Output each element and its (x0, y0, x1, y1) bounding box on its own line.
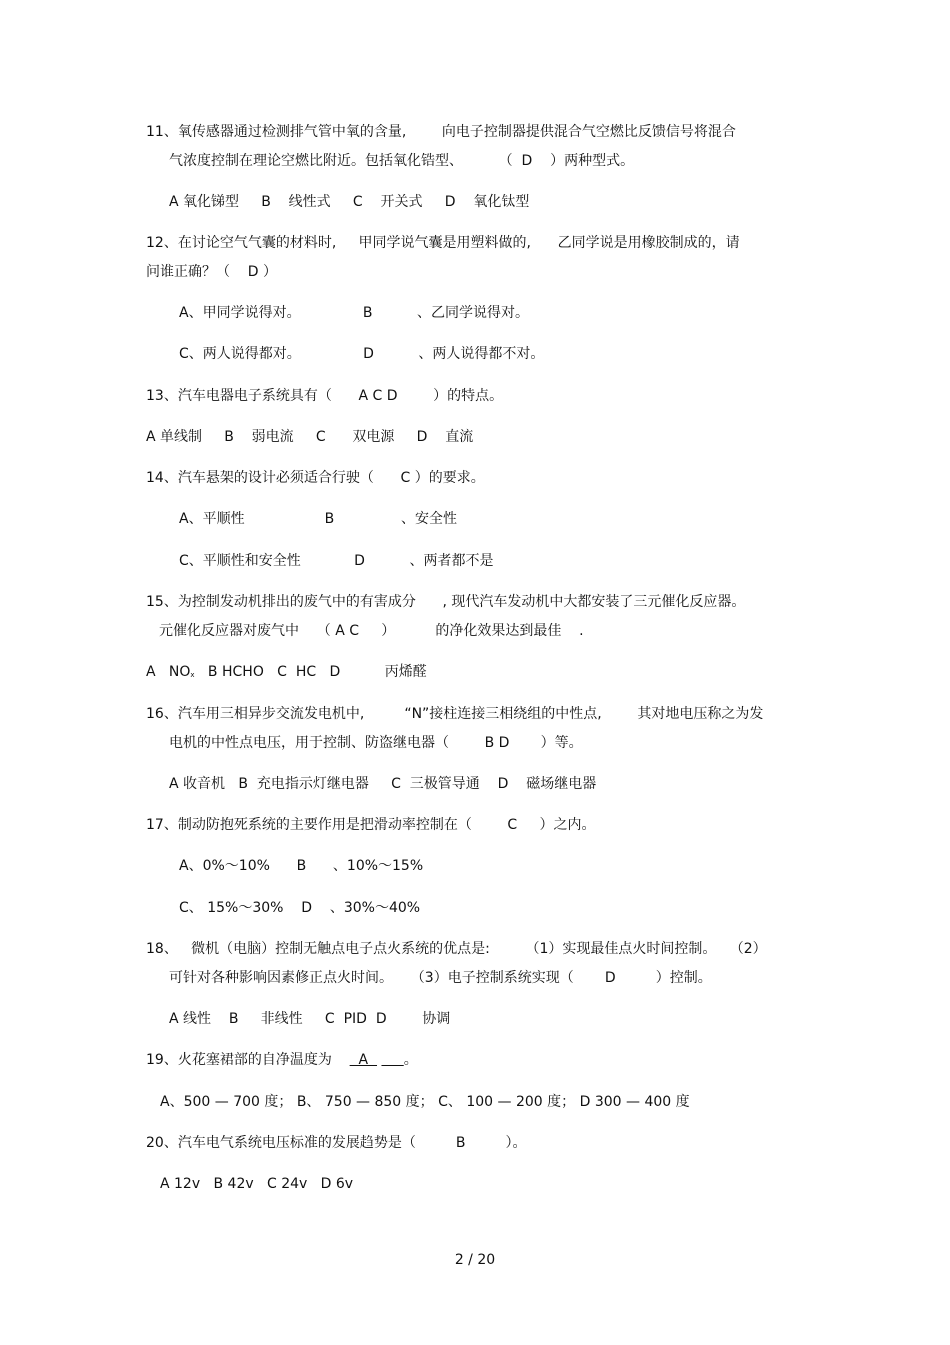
q19-text (146, 1050, 418, 1070)
q12-option-a-b: A、甲同学说得对。 B 、乙同学说得对。 (179, 305, 529, 321)
q19-options: A、500 — 700 度； B、 750 — 850 度； C、 100 — 200 度； D 300 — 400 度 (160, 1094, 690, 1110)
q17-text: 17、制动防抱死系统的主要作用是把滑动率控制在（ C ）之内。 (146, 817, 596, 833)
q20-options: A 12v B 42v C 24v D 6v (160, 1176, 354, 1192)
q11-text-line1: 11、氧传感器通过检测排气管中氧的含量, 向电子控制器提供混合气空燃比反馈信号将混合 (146, 124, 736, 140)
q14-option-a-b: A、平顺性 B 、安全性 (179, 511, 458, 527)
q13-options: A 单线制 B 弱电流 C 双电源 D 直流 (146, 429, 474, 445)
q19-suffix: 。 (403, 1052, 418, 1068)
page-number: 2 / 20 (454, 1252, 496, 1268)
q15-option-subscript: x (190, 671, 195, 679)
q15-text-line2: 元催化反应器对废气中 （ A C ） 的净化效果达到最佳 . (159, 623, 584, 639)
q18-options: A 线性 B 非线性 C PID D 协调 (169, 1011, 451, 1027)
q15-text-line1: 15、为控制发动机排出的废气中的有害成分 , 现代汽车发动机中大都安装了三元催化反应器。 (146, 594, 746, 610)
q18-text-line1: 18、 微机（电脑）控制无触点电子点火系统的优点是: （1）实现最佳点火时间控制。 （2） (146, 941, 767, 957)
q19-blank (381, 1052, 403, 1068)
q17-option-a-b: A、0%～10% B 、10%～15% (179, 858, 424, 874)
q12-option-c-d: C、两人说得都对。 D 、两人说得都不对。 (179, 346, 545, 362)
q19-answer: A (349, 1052, 378, 1068)
q16-text-line1: 16、汽车用三相异步交流发电机中, “N”接柱连接三相绕组的中性点, 其对地电压称之为发 (146, 706, 764, 722)
q14-option-c-d: C、平顺性和安全性 D 、两者都不是 (179, 553, 494, 569)
q15-option-rest: B HCHO C HC D 丙烯醛 (194, 664, 427, 680)
q17-option-c-d: C、 15%～30% D 、30%～40% (179, 900, 421, 916)
q19-prefix: 19、火花塞裙部的自净温度为 (146, 1052, 350, 1068)
q16-text-line2: 电机的中性点电压，用于控制、防盗继电器（ B D ）等。 (169, 735, 583, 751)
q15-option-prefix: A NO (146, 664, 191, 680)
q13-text: 13、汽车电器电子系统具有（ A C D ）的特点。 (146, 388, 504, 404)
q20-text: 20、汽车电气系统电压标准的发展趋势是（ B ）。 (146, 1135, 527, 1151)
q11-options: A 氧化锑型 B 线性式 C 开关式 D 氧化钛型 (169, 194, 530, 210)
q12-text-line1: 12、在讨论空气气囊的材料时, 甲同学说气囊是用塑料做的, 乙同学说是用橡胶制成的，请 (146, 235, 740, 251)
q16-options: A 收音机 B 充电指示灯继电器 C 三极管导通 D 磁场继电器 (169, 776, 597, 792)
q12-text-line2: 问谁正确？（ D ） (146, 264, 278, 280)
q11-text-line2: 气浓度控制在理论空燃比附近。包括氧化锆型、 （ D ）两种型式。 (169, 153, 635, 169)
q15-options (146, 662, 427, 685)
q14-text: 14、汽车悬架的设计必须适合行驶（ C ）的要求。 (146, 470, 485, 486)
q18-text-line2: 可针对各种影响因素修正点火时间。 （3）电子控制系统实现（ D ）控制。 (169, 970, 712, 986)
